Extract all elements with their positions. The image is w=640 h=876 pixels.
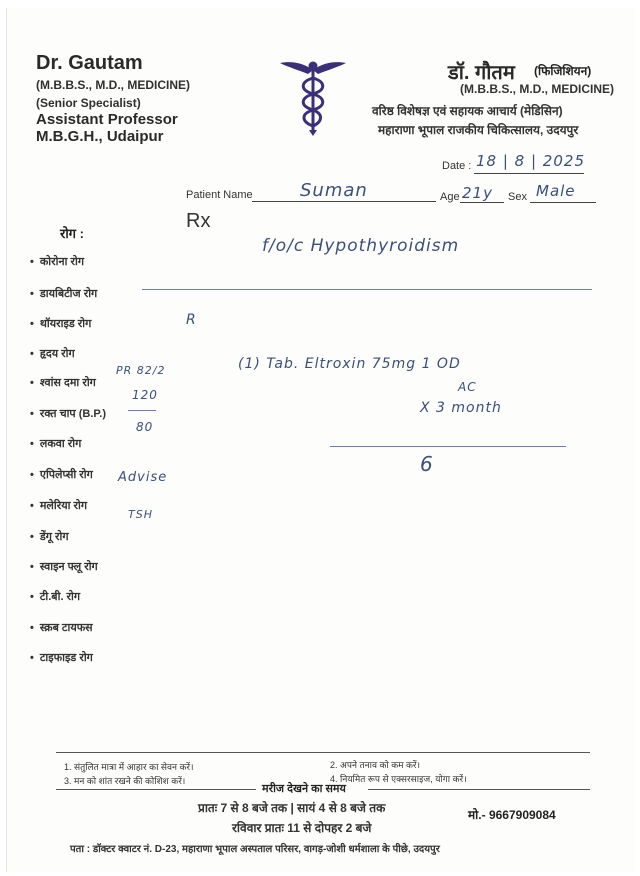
date-line: [474, 173, 584, 174]
doctor-name-en: Dr. Gautam: [36, 52, 143, 74]
sex-label: Sex: [508, 191, 527, 203]
date-label: Date :: [442, 160, 472, 172]
degrees-hi: (M.B.B.S., M.D., MEDICINE): [460, 82, 614, 96]
bp-divider: [128, 410, 156, 411]
hospital-en: M.B.G.H., Udaipur: [36, 128, 164, 145]
patient-name-value[interactable]: Suman: [300, 180, 368, 201]
disease-item: • टाइफाइड रोग: [30, 652, 93, 664]
sex-value[interactable]: Male: [536, 182, 576, 200]
tip-1: 1. संतुलित मात्रा में आहार का सेवन करें।: [64, 762, 194, 772]
ink-line-2: [330, 446, 566, 447]
disease-item: • डायबिटीज रोग: [30, 288, 98, 300]
age-label: Age: [440, 191, 460, 203]
tip-2: 2. अपने तनाव को कम करें।: [330, 760, 420, 770]
age-line: [460, 202, 504, 203]
disease-item: • कोरोना रोग: [30, 256, 85, 268]
disease-item: • हृदय रोग: [30, 348, 75, 360]
advise-text: Advise: [118, 470, 168, 485]
disease-item: • श्वांस दमा रोग: [30, 377, 96, 389]
timing-weekday: प्रातः 7 से 8 बजे तक | सायं 4 से 8 बजे तक: [198, 801, 386, 815]
bp-diastolic: 80: [136, 420, 154, 434]
timing-heading: मरीज देखने का समय: [262, 783, 346, 795]
disease-item: • टी.बी. रोग: [30, 591, 81, 603]
diagnosis-text: f/o/c Hypothyroidism: [262, 236, 460, 256]
patient-name-label: Patient Name: [186, 189, 253, 201]
timing-rule-left: [56, 789, 256, 790]
specialty-hi: (फिजिशियन): [534, 64, 592, 78]
hospital-hi: महाराणा भूपाल राजकीय चिकित्सालय, उदयपुर: [378, 123, 579, 137]
rx-symbol: Rx: [186, 210, 211, 232]
disease-item: • मलेरिया रोग: [30, 500, 88, 512]
disease-item: • एपिलेप्सी रोग: [30, 469, 93, 481]
tip-3: 3. मन को शांत रखने की कोशिश करें।: [64, 776, 186, 786]
timing-sunday: रविवार प्रातः 11 से दोपहर 2 बजे: [232, 821, 372, 835]
medication-line: (1) Tab. Eltroxin 75mg 1 OD: [238, 356, 461, 372]
disease-item: • स्क्रब टायफस: [30, 622, 93, 634]
mobile-number: मो.- 9667909084: [468, 808, 556, 822]
disease-item: • लकवा रोग: [30, 438, 82, 450]
tip-4: 4. नियमित रूप से एक्सरसाइज, योगा करें।: [330, 774, 467, 784]
degrees-en: (M.B.B.S., M.D., MEDICINE): [36, 78, 190, 92]
doctor-name-hi: डॉ. गौतम: [448, 62, 515, 84]
title-hi: वरिष्ठ विशेषज्ञ एवं सहायक आचार्य (मेडिसिन): [372, 104, 563, 118]
disease-heading: रोग :: [60, 226, 84, 241]
clinic-address: पता : डॉक्टर क्वाटर नं. D-23, महाराणा भूपाल अस्पताल परिसर, वागड़-जोशी धर्मशाला के पीछे, उदयपुर: [70, 844, 440, 855]
date-value[interactable]: 18 | 8 | 2025: [476, 152, 585, 170]
disease-item: • डेंगू रोग: [30, 531, 69, 543]
patient-name-line: [252, 201, 436, 202]
disease-item: • थॉयराइड रोग: [30, 318, 92, 330]
medication-timing: AC: [458, 380, 477, 394]
caduceus-logo-icon: [278, 52, 348, 136]
ink-line-1: [142, 289, 592, 290]
senior-specialist: (Senior Specialist): [36, 96, 141, 110]
rx-mark: R: [186, 312, 197, 328]
tips-separator: [56, 752, 590, 753]
disease-item: • रक्त चाप (B.P.): [30, 408, 107, 420]
test-tsh: TSH: [128, 508, 153, 521]
position-title: Assistant Professor: [36, 111, 178, 128]
handwritten-scrawl: 6: [420, 452, 434, 476]
sex-line: [530, 202, 596, 203]
age-value[interactable]: 21y: [462, 184, 493, 202]
bp-systolic: 120: [132, 388, 158, 402]
medication-duration: X 3 month: [420, 400, 502, 416]
timing-rule-right: [368, 789, 590, 790]
pulse-rate: PR 82/2: [116, 364, 166, 377]
disease-item: • स्वाइन फ्लू रोग: [30, 561, 98, 573]
